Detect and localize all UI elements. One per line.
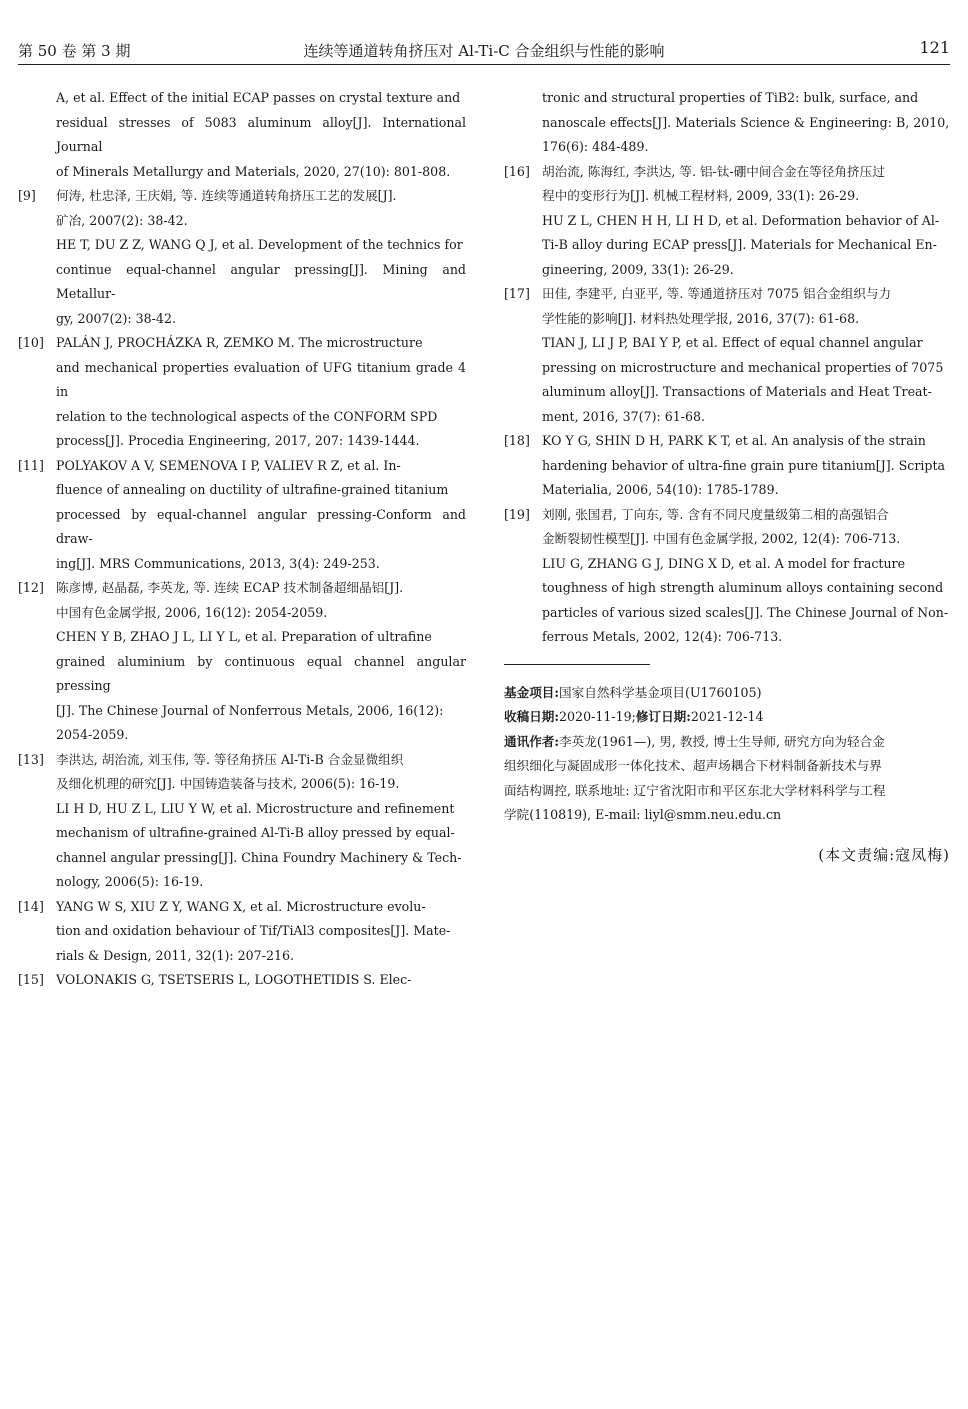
- reference-line: process[J]. Procedia Engineering, 2017, 207: 1439-1444.: [56, 433, 420, 448]
- reference-line: TIAN J, LI J P, BAI Y P, et al. Effect of equal channel angular: [542, 335, 923, 350]
- reference-number: [14]: [18, 898, 44, 914]
- reference-line: continue equal-channel angular pressing[J]. Mining and Metallur-: [56, 261, 466, 301]
- reference-line: 胡治流, 陈海红, 李洪达, 等. 铝-钛-硼中间合金在等径角挤压过: [542, 163, 885, 179]
- author-line-0: 李英龙(1961—), 男, 教授, 博士生导师, 研究方向为轻合金: [559, 733, 885, 749]
- reference-line: gy, 2007(2): 38-42.: [56, 310, 176, 326]
- reference-line: relation to the technological aspects of the CONFORM SPD: [56, 408, 438, 424]
- reference-line: rials & Design, 2011, 32(1): 207-216.: [56, 947, 294, 963]
- reference-line: mechanism of ultrafine-grained Al-Ti-B alloy pressed by equal-: [56, 825, 455, 840]
- author-block: [504, 730, 950, 828]
- reference-line: particles of various sized scales[J]. The Chinese Journal of Non-: [542, 604, 949, 620]
- reference-line: YANG W S, XIU Z Y, WANG X, et al. Microstructure evolu-: [56, 898, 426, 914]
- reference-line: and mechanical properties evaluation of UFG titanium grade 4 in: [56, 359, 466, 399]
- reference-number: [15]: [18, 972, 44, 987]
- reference-line: toughness of high strength aluminum alloys containing second: [542, 580, 944, 595]
- reference-line: 陈彦博, 赵晶磊, 李英龙, 等. 连续 ECAP 技术制备超细晶铝[J].: [56, 580, 404, 595]
- reference-line: 矿冶, 2007(2): 38-42.: [56, 212, 188, 228]
- reference-item: [18, 748, 466, 895]
- running-header: [18, 38, 950, 65]
- reference-line: 及细化机理的研究[J]. 中国铸造装备与技术, 2006(5): 16-19.: [56, 776, 400, 791]
- fund-label: 基金项目:: [504, 684, 560, 700]
- reference-number: [12]: [18, 580, 44, 595]
- reference-line: VOLONAKIS G, TSETSERIS L, LOGOTHETIDIS S. Elec-: [56, 972, 412, 987]
- reference-number: [17]: [504, 286, 530, 301]
- reference-item: [504, 429, 950, 503]
- author-line-3: 学院(110819), E-mail: liyl@smm.neu.edu.cn: [504, 807, 782, 822]
- reference-line: 程中的变形行为[J]. 机械工程材料, 2009, 33(1): 26-29.: [542, 188, 860, 203]
- received-value: 2020-11-19;: [559, 709, 636, 724]
- reference-item: [504, 503, 950, 650]
- reference-continuation: [504, 86, 950, 160]
- issue-info: 第 50 卷 第 3 期: [18, 42, 131, 60]
- reference-line: channel angular pressing[J]. China Foundry Machinery & Tech-: [56, 849, 462, 865]
- reference-line: gineering, 2009, 33(1): 26-29.: [542, 261, 734, 277]
- right-references: [504, 86, 950, 650]
- reference-line: POLYAKOV A V, SEMENOVA I P, VALIEV R Z, et al. In-: [56, 457, 401, 473]
- dates-line: [504, 705, 950, 730]
- running-title: 连续等通道转角挤压对 Al-Ti-C 合金组织与性能的影响: [303, 42, 665, 60]
- revised-label: 修订日期:: [635, 709, 691, 724]
- reference-number: [9]: [18, 188, 36, 203]
- editor-note: (本文责编:寇凤梅): [818, 845, 950, 864]
- reference-line: ing[J]. MRS Communications, 2013, 3(4): 249-253.: [56, 555, 380, 571]
- reference-line: hardening behavior of ultra-fine grain pure titanium[J]. Scripta: [542, 457, 946, 473]
- reference-number: [18]: [504, 433, 530, 448]
- reference-line: ferrous Metals, 2002, 12(4): 706-713.: [542, 629, 783, 644]
- reference-item: [18, 184, 466, 331]
- reference-item: [18, 331, 466, 454]
- reference-line: 金断裂韧性模型[J]. 中国有色金属学报, 2002, 12(4): 706-713.: [542, 531, 901, 546]
- reference-line: of Minerals Metallurgy and Materials, 2020, 27(10): 801-808.: [56, 163, 451, 179]
- reference-number: [19]: [504, 506, 530, 522]
- reference-line: 田佳, 李建平, 白亚平, 等. 等通道挤压对 7075 铝合金组织与力: [542, 286, 892, 301]
- author-line-1: 组织细化与凝固成形一体化技术、超声场耦合下材料制备新技术与界: [504, 758, 882, 773]
- reference-line: CHEN Y B, ZHAO J L, LI Y L, et al. Preparation of ultrafine: [56, 629, 432, 644]
- reference-line: 学性能的影响[J]. 材料热处理学报, 2016, 37(7): 61-68.: [542, 310, 860, 326]
- reference-line: LI H D, HU Z L, LIU Y W, et al. Microstructure and refinement: [56, 800, 455, 816]
- reference-line: fluence of annealing on ductility of ultrafine-grained titanium: [56, 482, 449, 497]
- reference-line: 中国有色金属学报, 2006, 16(12): 2054-2059.: [56, 604, 328, 620]
- reference-line: PALÁN J, PROCHÁZKA R, ZEMKO M. The microstructure: [56, 335, 423, 350]
- footnote-divider: [504, 664, 650, 665]
- reference-line: tion and oxidation behaviour of Tif/TiAl3 composites[J]. Mate-: [56, 923, 451, 938]
- reference-line: aluminum alloy[J]. Transactions of Materials and Heat Treat-: [542, 384, 932, 399]
- reference-line: grained aluminium by continuous equal channel angular pressing: [56, 653, 466, 693]
- reference-item: [504, 282, 950, 429]
- reference-number: [16]: [504, 163, 530, 179]
- reference-item: [504, 160, 950, 283]
- reference-line: nanoscale effects[J]. Materials Science & Engineering: B, 2010,: [542, 114, 950, 130]
- reference-line: nology, 2006(5): 16-19.: [56, 874, 204, 889]
- reference-line: KO Y G, SHIN D H, PARK K T, et al. An analysis of the strain: [542, 433, 926, 448]
- reference-number: [11]: [18, 457, 44, 473]
- reference-line: Materialia, 2006, 54(10): 1785-1789.: [542, 482, 779, 497]
- reference-line: processed by equal-channel angular pressing-Conform and draw-: [56, 506, 466, 546]
- reference-item: [18, 576, 466, 748]
- left-column: [18, 86, 466, 993]
- reference-line: HE T, DU Z Z, WANG Q J, et al. Development of the technics for: [56, 237, 463, 252]
- reference-item: [18, 454, 466, 577]
- reference-line: 李洪达, 胡治流, 刘玉伟, 等. 等径角挤压 Al-Ti-B 合金显微组织: [56, 751, 404, 767]
- reference-line: [J]. The Chinese Journal of Nonferrous Metals, 2006, 16(12):: [56, 702, 444, 718]
- reference-line: 何涛, 杜忠泽, 王庆娟, 等. 连续等通道转角挤压工艺的发展[J].: [56, 188, 397, 203]
- reference-line: HU Z L, CHEN H H, LI H D, et al. Deformation behavior of Al-: [542, 212, 940, 228]
- author-line-2: 面结构调控, 联系地址: 辽宁省沈阳市和平区东北大学材料科学与工程: [504, 782, 886, 798]
- fund-line: [504, 681, 950, 706]
- reference-line: 2054-2059.: [56, 727, 129, 742]
- reference-line: Ti-B alloy during ECAP press[J]. Materials for Mechanical En-: [542, 237, 937, 252]
- reference-item: [18, 968, 466, 993]
- reference-line: pressing on microstructure and mechanical properties of 7075: [542, 359, 944, 375]
- reference-item: [18, 895, 466, 969]
- reference-number: [10]: [18, 335, 44, 350]
- reference-number: [13]: [18, 751, 44, 767]
- author-label: 通讯作者:: [504, 733, 560, 749]
- reference-line: 刘刚, 张国君, 丁向东, 等. 含有不同尺度量级第二相的高强铝合: [542, 506, 889, 522]
- reference-line: 176(6): 484-489.: [542, 139, 649, 154]
- reference-line: residual stresses of 5083 aluminum alloy[J]. International Journal: [56, 114, 466, 154]
- reference-line: A, et al. Effect of the initial ECAP passes on crystal texture and: [56, 90, 461, 105]
- fund-value: 国家自然科学基金项目(U1760105): [559, 684, 762, 700]
- revised-value: 2021-12-14: [690, 709, 764, 724]
- page-number: 121: [919, 38, 950, 57]
- received-label: 收稿日期:: [504, 709, 560, 724]
- reference-line: tronic and structural properties of TiB2: bulk, surface, and: [542, 90, 919, 105]
- article-meta: [504, 681, 950, 828]
- reference-line: ment, 2016, 37(7): 61-68.: [542, 408, 706, 424]
- reference-continuation: [18, 86, 466, 184]
- right-column: [504, 86, 950, 865]
- reference-line: LIU G, ZHANG G J, DING X D, et al. A model for fracture: [542, 555, 906, 571]
